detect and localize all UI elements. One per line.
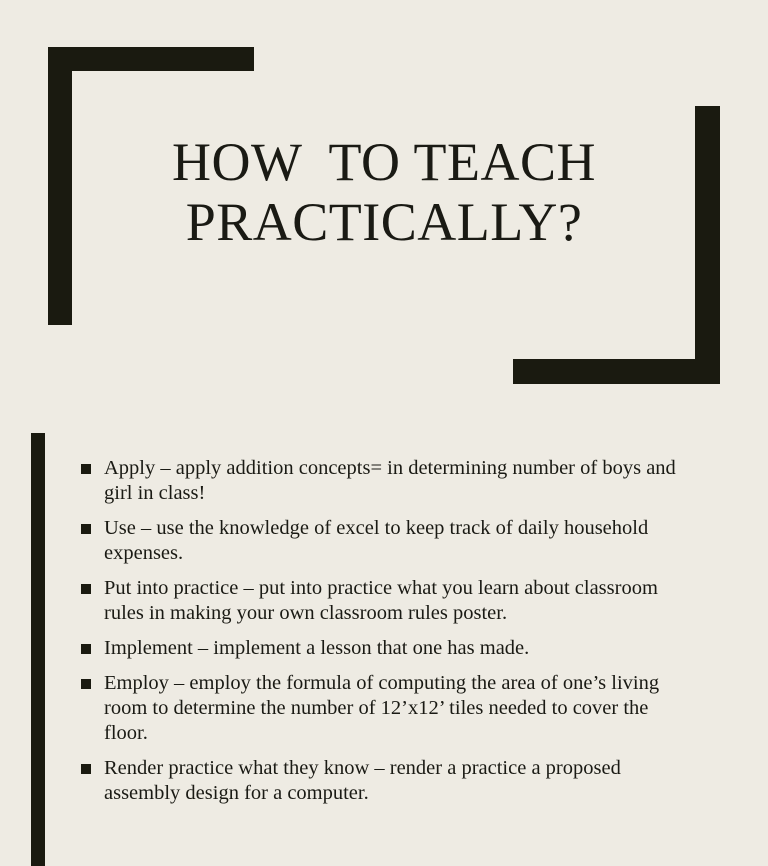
square-bullet-icon [81,644,91,654]
bullet-item-use [78,516,688,566]
bullet-text: Use – use the knowledge of excel to keep track of daily household expenses. [104,517,649,564]
bullet-text: Put into practice – put into practice what you learn about classroom rules in making your own classroom rules poster. [104,577,658,624]
bullet-text: Apply – apply addition concepts= in determining number of boys and girl in class! [104,457,676,504]
bullet-item-render [78,756,688,806]
top-left-bracket-horizontal [48,47,254,71]
bullet-list [78,456,688,816]
bullet-text: Render practice what they know – render a practice a proposed assembly design for a computer. [104,757,621,804]
slide-title-line-1: HOW TO TEACH [171,132,597,192]
square-bullet-icon [81,764,91,774]
square-bullet-icon [81,584,91,594]
bullet-item-implement [78,636,688,661]
bottom-right-bracket-horizontal [513,359,720,384]
slide-title [0,132,768,252]
bullet-text: Implement – implement a lesson that one has made. [104,637,530,659]
bullet-item-employ [78,671,688,746]
content-accent-bar [31,433,45,866]
bullet-item-apply [78,456,688,506]
square-bullet-icon [81,679,91,689]
square-bullet-icon [81,524,91,534]
slide-title-line-2: PRACTICALLY? [185,192,583,252]
square-bullet-icon [81,464,91,474]
bullet-item-put-into-practice [78,576,688,626]
bullet-text: Employ – employ the formula of computing the area of one’s living room to determine the number of 12’x12’ tiles needed to cover the floor. [104,672,660,744]
